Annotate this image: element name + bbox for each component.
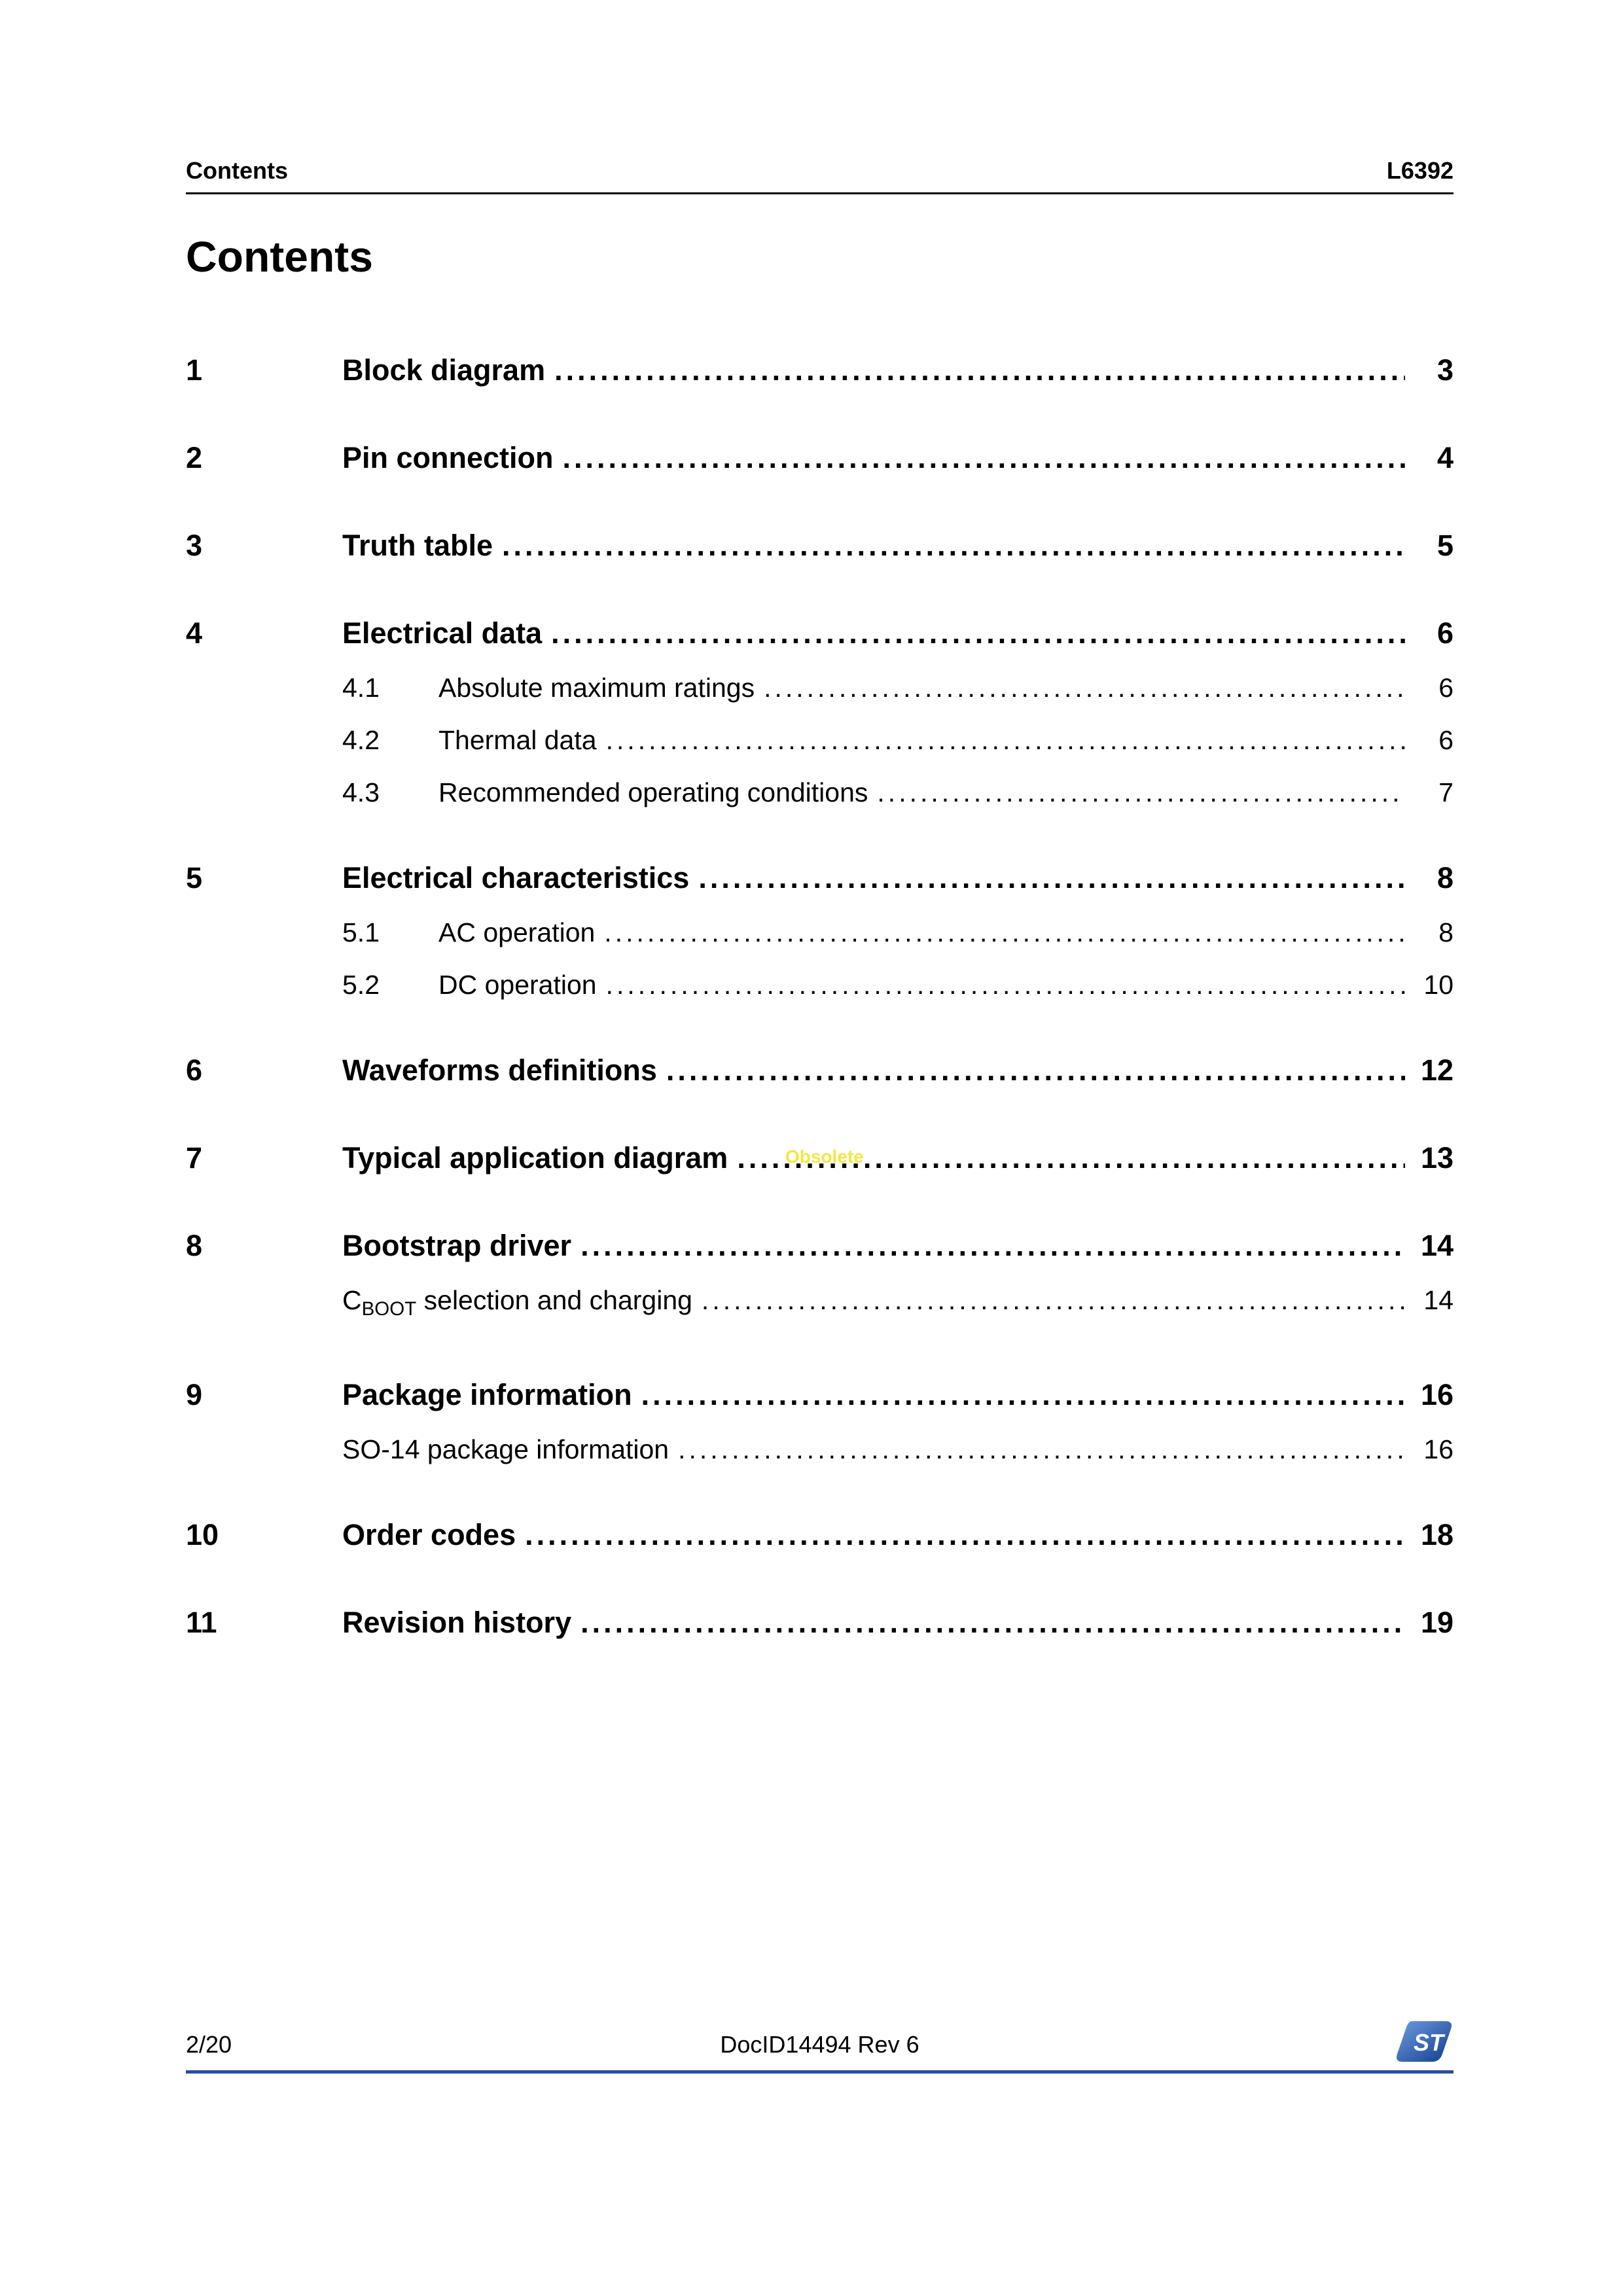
- dot-leader: [502, 528, 1405, 563]
- dot-leader: [604, 917, 1405, 948]
- toc-entry-title: Recommended operating conditions: [438, 777, 868, 807]
- toc-entry-page: 3: [1436, 353, 1454, 387]
- toc-entry-number: 1: [186, 353, 203, 387]
- toc-entry-number: 11: [186, 1606, 217, 1640]
- footer-row: [186, 2015, 1454, 2064]
- toc-row[interactable]: [186, 1284, 1454, 1325]
- toc-entry-number: 7: [186, 1141, 203, 1174]
- toc-row[interactable]: [186, 917, 1454, 948]
- toc-entry-page: 18: [1420, 1518, 1454, 1552]
- footer-rule: [186, 2070, 1454, 2074]
- toc-entry-title: DC operation: [438, 970, 597, 1000]
- toc-entry-number: 4.3: [342, 777, 380, 807]
- toc-entry-title: SO-14 package information: [342, 1434, 669, 1465]
- running-header-left: Contents: [186, 157, 288, 184]
- toc-entry-page: 14: [1423, 1285, 1454, 1315]
- toc-entry-page: 5: [1436, 529, 1454, 562]
- dot-leader: [764, 672, 1405, 703]
- toc-row[interactable]: [186, 672, 1454, 703]
- toc-row[interactable]: [186, 1053, 1454, 1088]
- toc-row[interactable]: [186, 1228, 1454, 1263]
- toc-entry-page: 7: [1438, 777, 1454, 807]
- dot-leader: [877, 777, 1405, 808]
- toc-entry-number: 4: [186, 616, 203, 650]
- toc-row[interactable]: [186, 1377, 1454, 1413]
- toc-entry-number: 3: [186, 529, 203, 562]
- toc-entry-title: Electrical data: [342, 616, 543, 650]
- st-logo-icon: [1396, 2019, 1454, 2064]
- toc-entry-page: 16: [1423, 1434, 1454, 1465]
- toc-entry-number: 8: [186, 1229, 203, 1262]
- running-header: [186, 0, 1454, 185]
- dot-leader: [606, 724, 1405, 756]
- dot-leader: [698, 860, 1405, 896]
- toc-entry-title: [342, 1284, 692, 1325]
- running-header-right: L6392: [1386, 157, 1454, 184]
- toc-entry-number: 10: [186, 1518, 219, 1552]
- toc-row[interactable]: [186, 353, 1454, 388]
- toc-entry-page: 6: [1436, 616, 1454, 650]
- toc-entry-page: 14: [1420, 1229, 1454, 1262]
- toc-entry-number: 5.1: [342, 917, 380, 947]
- cboot-symbol: C: [342, 1285, 362, 1315]
- toc-row[interactable]: [186, 969, 1454, 1000]
- toc-row[interactable]: [186, 1605, 1454, 1640]
- dot-leader: [580, 1605, 1405, 1640]
- toc-entry-title: Bootstrap driver: [342, 1229, 572, 1262]
- toc-entry-number: 4.1: [342, 673, 380, 703]
- doc-id: DocID14494 Rev 6: [720, 2031, 919, 2058]
- toc-entry-number: 5: [186, 861, 203, 894]
- table-of-contents: [186, 353, 1454, 1640]
- dot-leader: [666, 1053, 1405, 1088]
- toc-entry-number: 2: [186, 441, 203, 474]
- page-title: Contents: [186, 232, 373, 281]
- toc-entry-title: Package information: [342, 1378, 632, 1412]
- dot-leader: [702, 1284, 1405, 1316]
- dot-leader: [678, 1434, 1405, 1465]
- toc-entry-page: 12: [1420, 1053, 1454, 1087]
- toc-entry-page: 8: [1436, 861, 1454, 894]
- dot-leader: [580, 1228, 1405, 1263]
- toc-entry-title: Revision history: [342, 1606, 572, 1640]
- cboot-title-rest: selection and charging: [416, 1285, 692, 1315]
- toc-entry-page: 10: [1423, 970, 1454, 1000]
- dot-leader: [554, 353, 1405, 388]
- dot-leader: [641, 1377, 1405, 1413]
- toc-row[interactable]: [186, 1434, 1454, 1465]
- page-number-indicator: 2/20: [186, 2031, 232, 2058]
- toc-entry-title: Typical application diagram: [342, 1141, 728, 1174]
- toc-entry-number: 6: [186, 1053, 203, 1087]
- toc-row[interactable]: [186, 724, 1454, 756]
- toc-entry-title: Electrical characteristics: [342, 861, 690, 894]
- toc-entry-title: Waveforms definitions: [342, 1053, 657, 1087]
- toc-entry-title: Order codes: [342, 1518, 516, 1552]
- toc-entry-title: Pin connection: [342, 441, 554, 474]
- toc-entry-title: Thermal data: [438, 725, 597, 755]
- page-footer: [186, 2015, 1454, 2074]
- header-rule: [186, 192, 1454, 194]
- toc-row[interactable]: [186, 777, 1454, 808]
- dot-leader: [563, 440, 1405, 476]
- toc-row[interactable]: [186, 860, 1454, 896]
- toc-entry-page: 16: [1420, 1378, 1454, 1412]
- toc-entry-page: 19: [1420, 1606, 1454, 1640]
- toc-entry-title: AC operation: [438, 917, 596, 947]
- toc-entry-page: 4: [1436, 441, 1454, 474]
- toc-row[interactable]: [186, 1517, 1454, 1553]
- toc-row[interactable]: [186, 440, 1454, 476]
- toc-row[interactable]: [186, 616, 1454, 651]
- toc-row[interactable]: [186, 528, 1454, 563]
- st-logo-text: ST: [1414, 2029, 1444, 2056]
- toc-entry-title: Block diagram: [342, 353, 546, 387]
- toc-entry-page: 8: [1438, 917, 1454, 947]
- toc-entry-page: 13: [1420, 1141, 1454, 1174]
- toc-entry-page: 6: [1438, 725, 1454, 755]
- obsolete-watermark: Obsolete: [785, 1146, 864, 1167]
- toc-entry-number: 5.2: [342, 970, 380, 1000]
- toc-entry-title: Absolute maximum ratings: [438, 673, 755, 703]
- toc-entry-number: 4.2: [342, 725, 380, 755]
- dot-leader: [606, 969, 1405, 1000]
- dot-leader: [525, 1517, 1405, 1553]
- toc-entry-title: Truth table: [342, 529, 493, 562]
- toc-entry-page: 6: [1438, 673, 1454, 703]
- dot-leader: [551, 616, 1405, 651]
- cboot-subscript: BOOT: [361, 1298, 417, 1320]
- toc-entry-number: 9: [186, 1378, 203, 1412]
